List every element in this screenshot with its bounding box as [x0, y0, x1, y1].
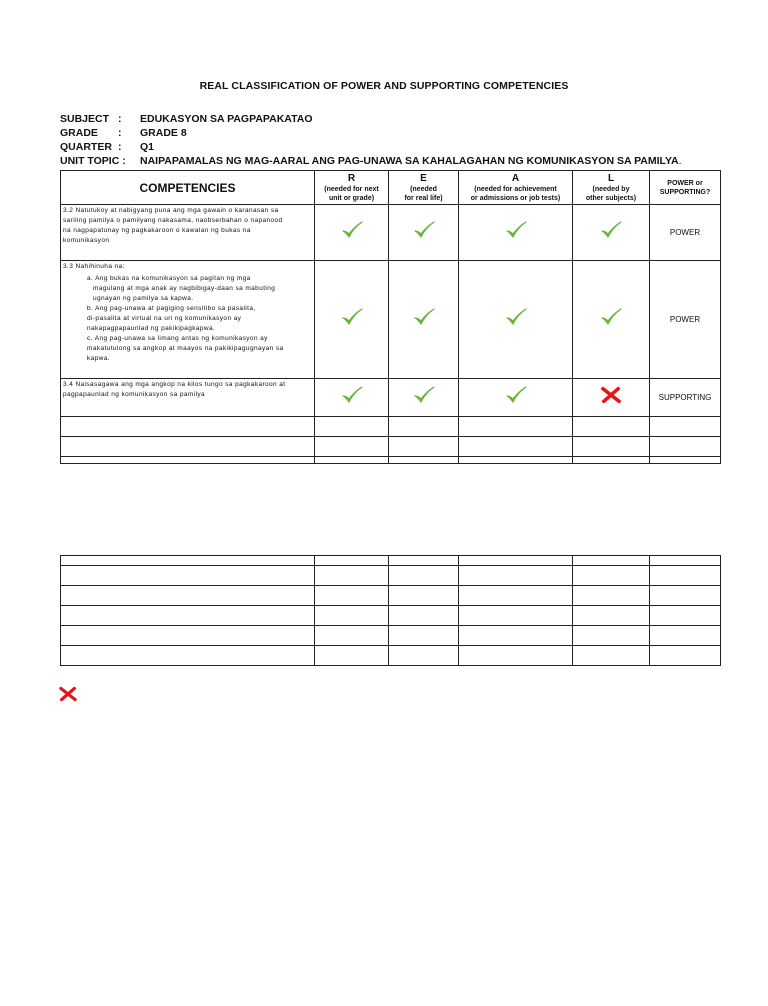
meta-value: [140, 154, 682, 168]
empty-row: [61, 586, 721, 606]
header-l: [573, 171, 650, 205]
header-competencies-label: COMPETENCIES: [139, 180, 236, 195]
table-row: [61, 205, 721, 261]
header-e-desc2: for real life): [404, 194, 443, 202]
competency-line: 3.3 Nahihinuha na:: [63, 263, 125, 270]
l-cell: [573, 261, 650, 379]
header-r: [315, 171, 389, 205]
header-e-desc1: (needed: [410, 185, 437, 193]
competency-cell: [61, 205, 315, 261]
meta-label: QUARTER: [60, 141, 112, 153]
competencies-table: [60, 170, 721, 464]
r-cell: [315, 205, 389, 261]
classification-cell: SUPPORTING: [650, 379, 721, 417]
l-cell: [573, 379, 650, 417]
empty-row: [61, 626, 721, 646]
a-cell: [459, 379, 573, 417]
competency-subline: magulang at mga anak ay nagbibigay-daan sa mabuting: [93, 285, 276, 292]
cross-icon: [599, 386, 623, 410]
competency-line: 3.4 Naisasagawa ang mga angkop na kilos tungo sa pagkakaroon at: [63, 381, 286, 388]
meta-label: SUBJECT: [60, 113, 110, 125]
competency-cell: [61, 261, 315, 379]
header-a-letter: A: [511, 172, 520, 184]
empty-row: [61, 646, 721, 666]
cross-icon: [58, 686, 78, 702]
header-l-desc1: (needed by: [592, 185, 630, 193]
competency-subline: a. Ang bukas na komunikasyon sa pagitan ng mga: [87, 275, 251, 282]
e-cell: [389, 261, 459, 379]
r-cell: [315, 379, 389, 417]
check-icon: [599, 305, 623, 329]
meta-value: Q1: [140, 141, 155, 153]
classification-cell: POWER: [650, 261, 721, 379]
page-title: REAL CLASSIFICATION OF POWER AND SUPPORTING COMPETENCIES: [199, 80, 569, 92]
meta-value: EDUKASYON SA PAGPAPAKATAO: [140, 113, 313, 125]
check-icon: [340, 305, 364, 329]
header-ps-line2: SUPPORTING?: [659, 188, 711, 196]
check-icon: [412, 383, 436, 407]
meta-unit-topic: [60, 154, 682, 168]
competency-line: 3.2 Natutukoy at nabigyang puna ang mga gawain o karanasan sa: [63, 207, 279, 214]
empty-row: [61, 457, 721, 464]
empty-row: [61, 566, 721, 586]
meta-value-suffix: .: [678, 155, 682, 167]
competency-subline: nakapagpapaunlad ng pakikipagkapwa.: [87, 325, 216, 332]
meta-colon: :: [118, 141, 122, 153]
check-icon: [412, 218, 436, 242]
classification-cell: POWER: [650, 205, 721, 261]
header-l-desc2: other subjects): [585, 194, 637, 202]
meta-subject: [60, 112, 682, 126]
a-cell: [459, 205, 573, 261]
header-ps-line1: POWER or: [667, 179, 703, 187]
competency-subline: ugnayan ng pamilya sa kapwa.: [93, 295, 194, 302]
header-r-letter: R: [347, 172, 356, 184]
header-power-supporting: [650, 171, 721, 205]
table-row: [61, 261, 721, 379]
l-cell: [573, 205, 650, 261]
check-icon: [504, 383, 528, 407]
header-l-letter: L: [607, 172, 615, 184]
competency-line: na nagpapatunay ng pagkakaroon o kawalan ng bukas na: [63, 227, 251, 234]
competency-line: sariling pamilya o pamilyang nakasama, naobserbahan o napanood: [63, 217, 283, 224]
check-icon: [340, 383, 364, 407]
meta-value: GRADE 8: [140, 127, 187, 139]
empty-row: [61, 606, 721, 626]
header-e-letter: E: [420, 172, 427, 184]
check-icon: [340, 218, 364, 242]
header-a-desc1: (needed for achievement: [474, 185, 557, 193]
meta-grade: [60, 126, 682, 140]
competency-subline: makatutulong sa angkop at maayos na pakikipagugnayan sa: [87, 345, 284, 352]
competency-line: komunikasyon: [63, 237, 110, 244]
header-r-desc1: (needed for next: [324, 185, 379, 193]
competency-subline: kapwa.: [87, 355, 110, 362]
competency-subline: di-pasalita at virtual na uri ng komunikasyon ay: [87, 315, 242, 322]
competency-subline: c. Ang pag-unawa sa limang antas ng komunikasyon ay: [87, 335, 268, 342]
empty-row: [61, 437, 721, 457]
empty-row: [61, 556, 721, 566]
check-icon: [504, 305, 528, 329]
meta-label: GRADE: [60, 127, 98, 139]
empty-row: [61, 417, 721, 437]
meta-colon: :: [118, 127, 122, 139]
check-icon: [599, 218, 623, 242]
meta-colon: :: [118, 113, 122, 125]
meta-value-text: NAIPAPAMALAS NG MAG-AARAL ANG PAG-UNAWA SA KAHALAGAHAN NG KOMUNIKASYON SA PAMILYA: [140, 155, 679, 167]
check-icon: [504, 218, 528, 242]
check-icon: [412, 305, 436, 329]
competency-cell: [61, 379, 315, 417]
table-header-row: [61, 171, 721, 205]
header-r-desc2: unit or grade): [328, 194, 375, 202]
competency-line: pagpapaunlad ng komunikasyon sa pamilya: [63, 391, 206, 398]
header-a: [459, 171, 573, 205]
r-cell: [315, 261, 389, 379]
e-cell: [389, 205, 459, 261]
competency-subline: b. Ang pag-unawa at pagiging sensitibo sa pasalita,: [87, 305, 256, 312]
header-competencies: [61, 171, 315, 205]
meta-quarter: [60, 140, 682, 154]
meta-block: [60, 112, 682, 168]
e-cell: [389, 379, 459, 417]
table-row: [61, 379, 721, 417]
meta-label: UNIT TOPIC :: [60, 155, 126, 167]
header-e: [389, 171, 459, 205]
a-cell: [459, 261, 573, 379]
empty-table: [60, 555, 721, 666]
header-a-desc2: or admissions or job tests): [470, 194, 561, 202]
